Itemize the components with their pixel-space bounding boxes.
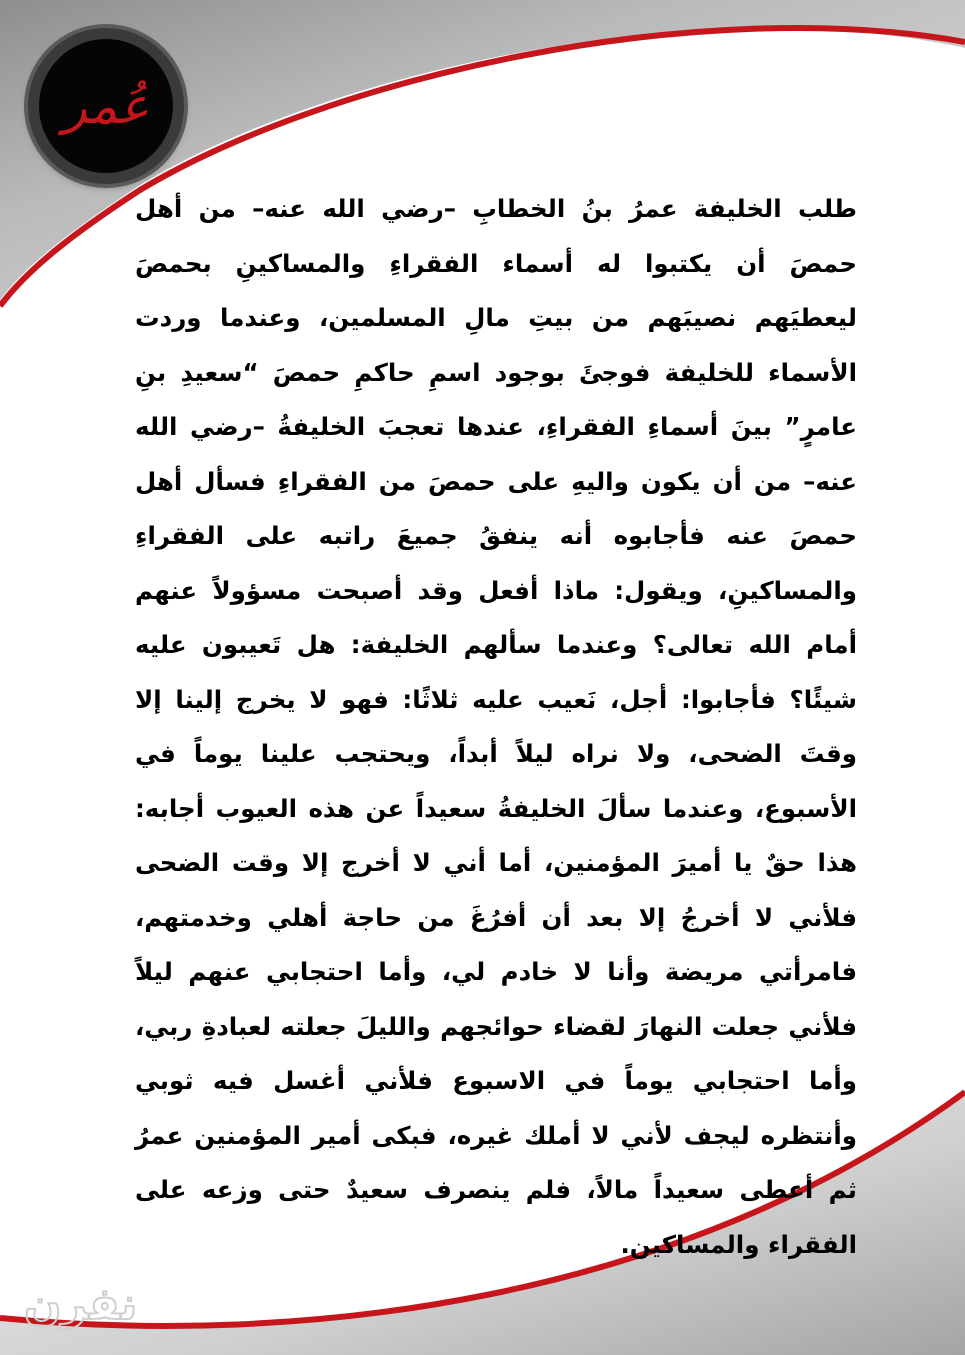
watermark-logo: نفرن (24, 1279, 138, 1330)
logo-badge (28, 28, 184, 184)
logo-inner-circle (39, 39, 173, 173)
logo-text: عُمر (62, 77, 150, 135)
story-text: طلب الخليفة عمرُ بنُ الخطابِ –رضي الله عنه– من أهل حمصَ أن يكتبوا له أسماء الفقراءِ والمساكينِ بحمصَ ليعطيَهم نصيبَهم من بيتِ مالِ المسلمين، وعندما وردت الأسماء للخليفة فوجئَ بوجود اسمِ حاكمِ حمصَ “سعيدِ بنِ عامرٍ” بينَ أسماءِ الفقراءِ، عندها تعجبَ الخليفةُ –رضي الله عنه– من أن يكون واليهِ على حمصَ من الفقراءِ فسأل أهل حمصَ عنه فأجابوه أنه ينفقُ جميعَ راتبه على الفقراءِ والمساكينِ، ويقول: ماذا أفعل وقد أصبحت مسؤولاً عنهم أمام الله تعالى؟ وعندما سألهم الخليفة: هل تَعيبون عليه شيئًا؟ فأجابوا: أجل، نَعيب عليه ثلاثًا: فهو لا يخرج إلينا إلا وقتَ الضحى، ولا نراه ليلاً أبداً، ويحتجب علينا يوماً في الأسبوع، وعندما سألَ الخليفةُ سعيداً عن هذه العيوب أجابه: هذا حقٌ يا أميرَ المؤمنين، أما أني لا أخرج إلا وقت الضحى فلأني لا أخرجُ إلا بعد أن أفرُغَ من حاجة أهلي وخدمتهم، فامرأتي مريضة وأنا لا خادم لي، وأما احتجابي عنهم ليلاً فلأني جعلت النهارَ لقضاء حوائجهم والليلَ جعلته لعبادةِ ربي، وأما احتجابي يوماً في الاسبوع فلأني أغسل فيه ثوبي وأنتظره ليجف لأني لا أملك غيره، فبكى أمير المؤمنين عمرُ ثم أعطى سعيداً مالاً، فلم ينصرف سعيدٌ حتى وزعه على الفقراء والمساكين. (135, 194, 857, 1259)
